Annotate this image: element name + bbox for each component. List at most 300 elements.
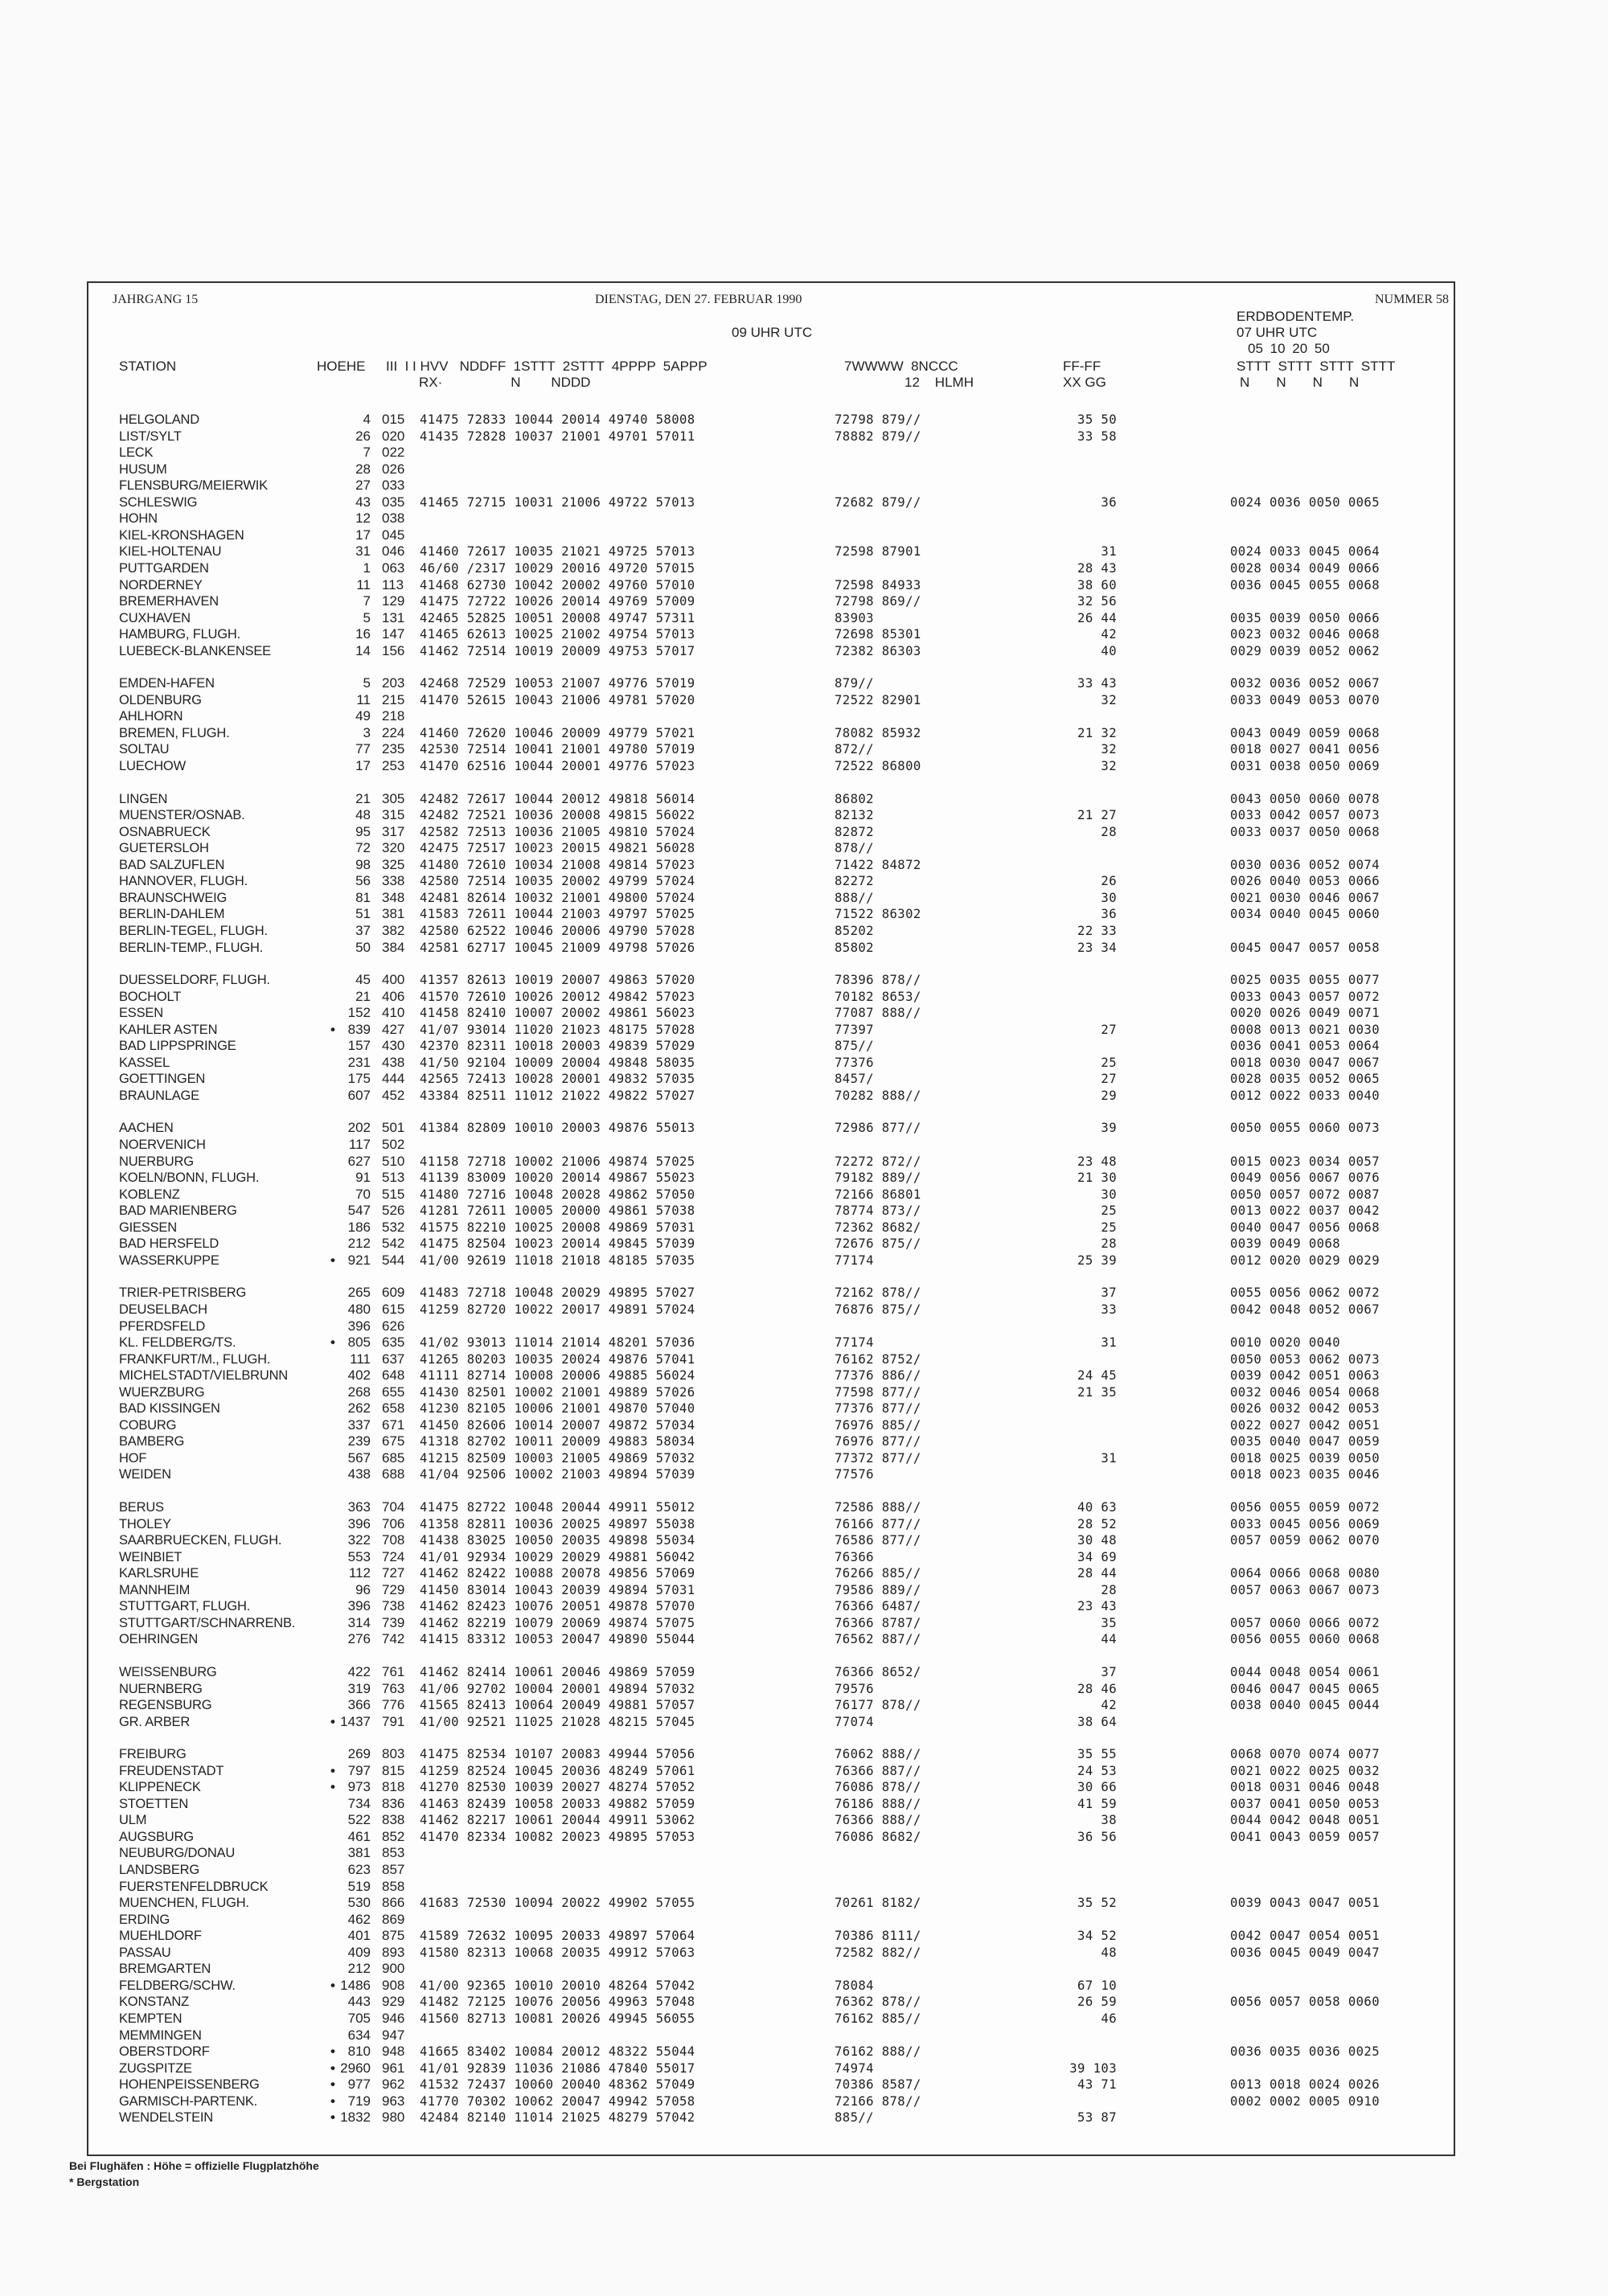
station-row: [88, 1022, 1454, 1038]
wind-gust: 33: [1101, 1302, 1117, 1317]
soil-temps: 0036 0045 0055 0068: [1230, 577, 1380, 592]
footnote-bergstation: * Bergstation: [69, 2175, 140, 2188]
synop-groups: 41357 82613 10019 20007 49863 57020: [420, 973, 695, 988]
synop-groups: 41465 72715 10031 21006 49722 57013: [420, 494, 695, 510]
station-row: [88, 478, 1454, 494]
weather-groups: 71422 84872: [835, 857, 921, 872]
wind-gust: 32: [1101, 759, 1117, 773]
weather-groups: 74974: [835, 2060, 874, 2076]
wind-gust: 30 48: [1077, 1533, 1117, 1548]
station-hoehe: 269: [347, 1746, 371, 1762]
station-hoehe: 519: [347, 1878, 371, 1894]
bergstation-mark: •: [330, 2109, 335, 2126]
station-name: KARLSRUHE: [119, 1566, 199, 1581]
station-hoehe: 26: [355, 428, 371, 444]
synop-groups: 41462 82217 10061 20044 49911 53062: [420, 1813, 695, 1828]
wind-gust: 28: [1101, 824, 1117, 839]
col-ff-sub: XX GG: [1063, 375, 1106, 390]
wind-gust: 31: [1101, 1450, 1117, 1466]
station-row: [88, 610, 1454, 626]
station-row: [88, 1253, 1454, 1269]
synop-groups: 41770 70302 10062 20047 49942 57058: [420, 2093, 695, 2109]
station-iii: 033: [382, 478, 405, 494]
station-row: [88, 1862, 1454, 1878]
wind-gust: 34 52: [1077, 1929, 1117, 1944]
synop-groups: 46/60 /2317 10029 20016 49720 57015: [420, 560, 695, 576]
station-row: [88, 1879, 1454, 1895]
station-name: GR. ARBER: [119, 1714, 191, 1729]
wind-gust: 40: [1101, 643, 1117, 658]
weather-groups: 72986 877//: [835, 1121, 921, 1136]
station-name: REGENSBURG: [119, 1698, 212, 1713]
station-iii: 544: [382, 1252, 405, 1268]
wind-gust: 28 46: [1077, 1681, 1117, 1696]
station-name: MUEHLDORF: [119, 1929, 202, 1944]
station-iii: 427: [382, 1021, 405, 1037]
station-hoehe: 921: [347, 1252, 371, 1268]
weather-groups: 72698 85301: [835, 627, 921, 642]
station-iii: 305: [382, 790, 405, 806]
station-name: BAD MARIENBERG: [119, 1203, 237, 1219]
weather-groups: 76266 885//: [835, 1566, 921, 1581]
soil-temps: 0031 0038 0050 0069: [1230, 759, 1380, 773]
station-row: [88, 1450, 1454, 1466]
station-iii: 688: [382, 1466, 405, 1482]
weather-groups: 79576: [835, 1681, 874, 1696]
col-wwww: 7WWWW 8NCCC: [844, 359, 958, 374]
soil-temps: 0056 0055 0060 0068: [1230, 1632, 1380, 1647]
station-hoehe: 117: [348, 1137, 371, 1152]
station-name: NUERBURG: [119, 1154, 194, 1169]
weather-groups: 83903: [835, 610, 874, 625]
soil-temps: 0033 0045 0056 0069: [1230, 1516, 1380, 1531]
weather-groups: 76166 877//: [835, 1516, 921, 1531]
synop-groups: 42482 72617 10044 20012 49818 56014: [420, 791, 695, 806]
synop-groups: 41589 72632 10095 20033 49897 57064: [420, 1929, 695, 1944]
soil-temps: 0057 0060 0066 0072: [1230, 1615, 1380, 1630]
station-row: [88, 1779, 1454, 1795]
station-hoehe: 17: [355, 758, 371, 773]
synop-groups: 42580 62522 10046 20006 49790 57028: [420, 923, 695, 938]
weather-groups: 72798 869//: [835, 594, 921, 609]
weather-groups: 82272: [835, 874, 874, 889]
station-row: [88, 1466, 1454, 1482]
synop-groups: 41468 62730 10042 20002 49760 57010: [420, 577, 695, 592]
weather-groups: 885//: [835, 2110, 874, 2126]
weather-groups: 72586 888//: [835, 1500, 921, 1515]
wind-gust: 25 39: [1077, 1253, 1117, 1268]
station-iii: 869: [382, 1911, 405, 1927]
station-name: KIEL-KRONSHAGEN: [119, 527, 244, 543]
weather-groups: 77576: [835, 1467, 874, 1482]
soil-temps: 0018 0030 0047 0067: [1230, 1055, 1380, 1070]
wind-gust: 38 60: [1077, 577, 1117, 592]
station-iii: 129: [382, 593, 405, 609]
station-name: BAMBERG: [119, 1434, 185, 1449]
station-hoehe: 265: [347, 1285, 371, 1301]
wind-gust: 36 56: [1077, 1829, 1117, 1844]
station-hoehe: 5: [363, 609, 371, 625]
station-hoehe: 262: [347, 1400, 371, 1417]
col-hoehe: HOEHE: [317, 359, 366, 374]
station-name: EMDEN-HAFEN: [119, 676, 215, 691]
synop-groups: 41/01 92839 11036 21086 47840 55017: [420, 2060, 695, 2076]
synop-groups: 41480 72610 10034 21008 49814 57023: [420, 857, 695, 872]
station-hoehe: 37: [355, 922, 371, 938]
station-row: [88, 972, 1454, 988]
synop-groups: 41462 82422 10088 20078 49856 57069: [420, 1566, 695, 1581]
station-iii: 026: [382, 461, 405, 477]
synop-groups: 41/02 93013 11014 21014 48201 57036: [420, 1335, 695, 1351]
station-hoehe: 112: [348, 1565, 371, 1581]
weather-groups: 79586 889//: [835, 1582, 921, 1597]
bergstation-mark: •: [330, 1713, 335, 1729]
synop-groups: 41583 72611 10044 21003 49797 57025: [420, 907, 695, 922]
station-row: [88, 1187, 1454, 1203]
station-iii: 526: [382, 1203, 405, 1219]
synop-groups: 41462 72514 10019 20009 49753 57017: [420, 643, 695, 658]
synop-groups: 41415 83312 10053 20047 49890 55044: [420, 1632, 695, 1647]
weather-groups: 72382 86303: [835, 643, 921, 658]
weather-groups: 72166 86801: [835, 1187, 921, 1202]
station-name: WENDELSTEIN: [119, 2110, 213, 2126]
wind-gust: 53 87: [1077, 2110, 1117, 2126]
station-name: DEUSELBACH: [119, 1302, 207, 1317]
station-row: [88, 1170, 1454, 1186]
soil-temps: 0021 0030 0046 0067: [1230, 890, 1380, 905]
station-hoehe: 396: [347, 1318, 371, 1334]
station-hoehe: 805: [347, 1335, 371, 1351]
station-iii: 908: [382, 1977, 405, 1993]
station-row: [88, 692, 1454, 708]
weather-groups: 879//: [835, 676, 874, 691]
wind-gust: 36: [1101, 907, 1117, 922]
soil-temps: 0050 0057 0072 0087: [1230, 1187, 1380, 1202]
synop-groups: 41158 72718 10002 21006 49874 57025: [420, 1154, 695, 1169]
synop-groups: 41560 82713 10081 20026 49945 56055: [420, 2011, 695, 2026]
station-hoehe: 231: [347, 1054, 371, 1070]
station-iii: 147: [382, 626, 405, 642]
wind-gust: 44: [1101, 1632, 1117, 1647]
station-row: [88, 1664, 1454, 1680]
station-name: OEHRINGEN: [119, 1632, 199, 1647]
station-row: [88, 1615, 1454, 1631]
station-name: COBURG: [119, 1417, 177, 1433]
synop-groups: 41683 72530 10094 20022 49902 57055: [420, 1896, 695, 1911]
station-row: [88, 857, 1454, 873]
station-hoehe: 4: [363, 412, 371, 427]
station-iii: 038: [382, 510, 405, 527]
station-hoehe: 152: [347, 1005, 371, 1021]
station-row: [88, 890, 1454, 906]
station-row: [88, 1285, 1454, 1301]
synop-groups: 41/07 93014 11020 21023 48175 57028: [420, 1022, 695, 1037]
soil-temps: 0056 0055 0059 0072: [1230, 1500, 1380, 1515]
wind-gust: 40 63: [1077, 1500, 1117, 1515]
synop-groups: 41475 72833 10044 20014 49740 58008: [420, 412, 695, 427]
wind-gust: 28 44: [1077, 1566, 1117, 1581]
wind-gust: 21 30: [1077, 1171, 1117, 1186]
station-iii: 704: [382, 1499, 405, 1515]
station-name: BOCHOLT: [119, 989, 182, 1004]
station-iii: 776: [382, 1697, 405, 1713]
station-hoehe: 396: [347, 1598, 371, 1614]
weather-groups: 71522 86302: [835, 907, 921, 922]
station-row: [88, 560, 1454, 576]
station-row: [88, 940, 1454, 956]
station-name: HOHENPEISSENBERG: [119, 2077, 260, 2093]
weather-groups: 77376 886//: [835, 1368, 921, 1384]
soil-temps: 0037 0041 0050 0053: [1230, 1796, 1380, 1811]
station-row: [88, 1335, 1454, 1351]
station-iii: 382: [382, 922, 405, 938]
station-row: [88, 1417, 1454, 1433]
station-row: [88, 461, 1454, 478]
station-hoehe: 239: [347, 1433, 371, 1449]
wind-gust: 48: [1101, 1945, 1117, 1960]
station-iii: 315: [382, 807, 405, 823]
station-row: [88, 1203, 1454, 1219]
col-ff: FF-FF: [1063, 359, 1101, 374]
weather-groups: 76366 888//: [835, 1813, 921, 1828]
station-iii: 532: [382, 1219, 405, 1235]
station-iii: 015: [382, 412, 405, 427]
station-name: FUERSTENFELDBRUCK: [119, 1879, 269, 1894]
synop-groups: 41/50 92104 10009 20004 49848 58035: [420, 1055, 695, 1070]
weather-groups: 72598 87901: [835, 544, 921, 560]
station-row: [88, 1829, 1454, 1845]
station-hoehe: 553: [347, 1548, 371, 1564]
station-name: NUERNBERG: [119, 1681, 203, 1696]
station-iii: 235: [382, 741, 405, 757]
synop-groups: 42468 72529 10053 21007 49776 57019: [420, 676, 695, 691]
station-iii: 791: [382, 1713, 405, 1729]
station-iii: 637: [382, 1351, 405, 1367]
synop-groups: 41438 83025 10050 20035 49898 55034: [420, 1533, 695, 1548]
station-row: [88, 1565, 1454, 1581]
wind-gust: 42: [1101, 627, 1117, 642]
synop-groups: 41281 72611 10005 20000 49861 57038: [420, 1203, 695, 1219]
station-row: [88, 1714, 1454, 1730]
wind-gust: 31: [1101, 544, 1117, 560]
wind-gust: 26 59: [1077, 1995, 1117, 2010]
col-codes-sub: RX· N NDDD: [419, 375, 591, 390]
station-name: PFERDSFELD: [119, 1318, 206, 1334]
station-hoehe: 17: [355, 527, 371, 543]
station-name: NEUBURG/DONAU: [119, 1846, 236, 1861]
station-iii: 838: [382, 1812, 405, 1828]
soil-temps: 0012 0022 0033 0040: [1230, 1088, 1380, 1103]
station-row: [88, 510, 1454, 527]
soil-temps: 0043 0050 0060 0078: [1230, 791, 1380, 806]
station-hoehe: 96: [355, 1581, 371, 1597]
wind-gust: 27: [1101, 1072, 1117, 1087]
weather-groups: 77074: [835, 1714, 874, 1729]
station-iii: 022: [382, 445, 405, 461]
station-hoehe: 111: [350, 1351, 371, 1367]
col-soil-sttt: STTT STTT STTT STTT: [1237, 359, 1396, 374]
station-iii: 635: [382, 1335, 405, 1351]
weather-groups: 76366: [835, 1549, 874, 1564]
station-iii: 893: [382, 1944, 405, 1960]
station-name: BRAUNLAGE: [119, 1088, 199, 1103]
weather-groups: 70261 8182/: [835, 1896, 921, 1911]
synop-groups: 41470 52615 10043 21006 49781 57020: [420, 692, 695, 707]
station-hoehe: 322: [347, 1532, 371, 1548]
station-hoehe: 810: [347, 2044, 371, 2060]
station-row: [88, 1912, 1454, 1928]
synop-groups: 41/00 92521 11025 21028 48215 57045: [420, 1714, 695, 1729]
station-row: [88, 2027, 1454, 2044]
station-name: BERLIN-TEGEL, FLUGH.: [119, 923, 268, 938]
soil-temps: 0026 0040 0053 0066: [1230, 874, 1380, 889]
station-name: GUETERSLOH: [119, 841, 209, 856]
station-name: BAD KISSINGEN: [119, 1401, 220, 1417]
bergstation-mark: •: [330, 1779, 335, 1795]
station-name: LINGEN: [119, 791, 168, 806]
soil-temps: 0015 0023 0034 0057: [1230, 1154, 1380, 1169]
jahrgang-label: JAHRGANG 15: [113, 293, 199, 306]
station-hoehe: 627: [347, 1153, 371, 1169]
station-row: [88, 445, 1454, 461]
weather-groups: 77174: [835, 1253, 874, 1268]
synop-groups: 41570 72610 10026 20012 49842 57023: [420, 989, 695, 1004]
soil-temps: 0039 0043 0047 0051: [1230, 1896, 1380, 1911]
weather-groups: 76366 6487/: [835, 1599, 921, 1614]
synop-groups: 41470 62516 10044 20001 49776 57023: [420, 759, 695, 773]
soil-temp-title: ERDBODENTEMP.: [1237, 309, 1355, 324]
station-row: [88, 1499, 1454, 1515]
station-name: AACHEN: [119, 1121, 174, 1136]
station-hoehe: 70: [355, 1186, 371, 1202]
weather-groups: 72676 875//: [835, 1236, 921, 1252]
station-row: [88, 923, 1454, 939]
wind-gust: 36: [1101, 494, 1117, 510]
station-hoehe: 337: [347, 1417, 371, 1433]
col-codes: III I I HVV NDDFF 1STTT 2STTT 4PPPP 5APPP: [386, 359, 708, 374]
synop-groups: 42484 82140 11014 21025 48279 57042: [420, 2110, 695, 2126]
station-row: [88, 1318, 1454, 1335]
station-row: [88, 1746, 1454, 1762]
station-row: [88, 1236, 1454, 1252]
station-row: [88, 1516, 1454, 1532]
soil-temps: 0024 0036 0050 0065: [1230, 494, 1380, 510]
weather-groups: 888//: [835, 890, 874, 905]
station-name: WEINBIET: [119, 1549, 183, 1564]
station-row: [88, 1367, 1454, 1384]
wind-gust: 38: [1101, 1813, 1117, 1828]
station-row: [88, 1845, 1454, 1861]
station-hoehe: 56: [355, 873, 371, 889]
station-hoehe: 461: [347, 1828, 371, 1844]
station-hoehe: 49: [355, 708, 371, 724]
soil-temps: 0022 0027 0042 0051: [1230, 1417, 1380, 1433]
weather-groups: 82872: [835, 824, 874, 839]
station-name: HELGOLAND: [119, 412, 199, 427]
station-iii: 400: [382, 972, 405, 988]
synop-groups: 41458 82410 10007 20002 49861 56023: [420, 1006, 695, 1021]
station-iii: 502: [382, 1137, 405, 1152]
station-hoehe: 381: [347, 1845, 371, 1861]
weather-groups: 70386 8587/: [835, 2077, 921, 2093]
station-iii: 708: [382, 1532, 405, 1548]
station-row: [88, 1631, 1454, 1647]
station-row: [88, 626, 1454, 642]
synop-groups: 41230 82105 10006 21001 49870 57040: [420, 1401, 695, 1417]
station-iii: 655: [382, 1384, 405, 1400]
station-row: [88, 1582, 1454, 1598]
station-name: ZUGSPITZE: [119, 2060, 192, 2076]
station-iii: 406: [382, 988, 405, 1004]
station-row: [88, 1302, 1454, 1318]
station-row: [88, 1120, 1454, 1136]
synop-groups: 41462 82423 10076 20051 49878 57070: [420, 1599, 695, 1614]
station-iii: 626: [382, 1318, 405, 1334]
station-name: STUTTGART, FLUGH.: [119, 1599, 251, 1614]
station-iii: 729: [382, 1581, 405, 1597]
station-row: [88, 1598, 1454, 1614]
soil-temps: 0046 0047 0045 0065: [1230, 1681, 1380, 1696]
station-name: OSNABRUECK: [119, 824, 211, 839]
station-name: PUTTGARDEN: [119, 560, 209, 576]
station-iii: 615: [382, 1301, 405, 1317]
station-name: KL. FELDBERG/TS.: [119, 1335, 236, 1351]
weather-groups: 77087 888//: [835, 1006, 921, 1021]
station-hoehe: 438: [347, 1466, 371, 1482]
station-hoehe: 973: [347, 1779, 371, 1795]
weather-groups: 85802: [835, 940, 874, 955]
station-iii: 685: [382, 1449, 405, 1466]
soil-temps: 0041 0043 0059 0057: [1230, 1829, 1380, 1844]
station-name: WASSERKUPPE: [119, 1253, 219, 1268]
station-iii: 671: [382, 1417, 405, 1433]
station-iii: 948: [382, 2044, 405, 2060]
wind-gust: 37: [1101, 1664, 1117, 1679]
station-name: WEISSENBURG: [119, 1664, 217, 1679]
station-hoehe: 186: [347, 1219, 371, 1235]
station-row: [88, 412, 1454, 428]
station-iii: 763: [382, 1680, 405, 1696]
station-iii: 215: [382, 691, 405, 707]
station-iii: 542: [382, 1236, 405, 1252]
soil-temps: 0024 0033 0045 0064: [1230, 544, 1380, 560]
weather-groups: 77598 877//: [835, 1384, 921, 1400]
weather-groups: 72162 878//: [835, 1285, 921, 1301]
soil-temps: 0032 0046 0054 0068: [1230, 1384, 1380, 1400]
synop-groups: 41/00 92619 11018 21018 48185 57035: [420, 1253, 695, 1268]
soil-temps: 0038 0040 0045 0044: [1230, 1698, 1380, 1713]
soil-temps: 0023 0032 0046 0068: [1230, 627, 1380, 642]
station-row: [88, 1796, 1454, 1812]
synop-groups: 41/01 92934 10029 20029 49881 56042: [420, 1549, 695, 1564]
station-iii: 156: [382, 642, 405, 658]
station-name: BAD SALZUFLEN: [119, 857, 225, 872]
station-hoehe: 21: [355, 988, 371, 1004]
station-row: [88, 527, 1454, 543]
wind-gust: 33 43: [1077, 676, 1117, 691]
soil-temps: 0049 0056 0067 0076: [1230, 1171, 1380, 1186]
weather-groups: 76062 888//: [835, 1747, 921, 1762]
synop-groups: 41450 82606 10014 20007 49872 57034: [420, 1417, 695, 1433]
station-hoehe: 530: [347, 1895, 371, 1911]
station-hoehe: 363: [347, 1499, 371, 1515]
weather-groups: 77397: [835, 1022, 874, 1037]
soil-temps: 0036 0035 0036 0025: [1230, 2044, 1380, 2060]
wind-gust: 26: [1101, 874, 1117, 889]
synop-groups: 41580 82313 10068 20035 49912 57063: [420, 1945, 695, 1960]
weather-groups: 8457/: [835, 1072, 874, 1087]
synop-groups: 42581 62717 10045 21009 49798 57026: [420, 940, 695, 955]
